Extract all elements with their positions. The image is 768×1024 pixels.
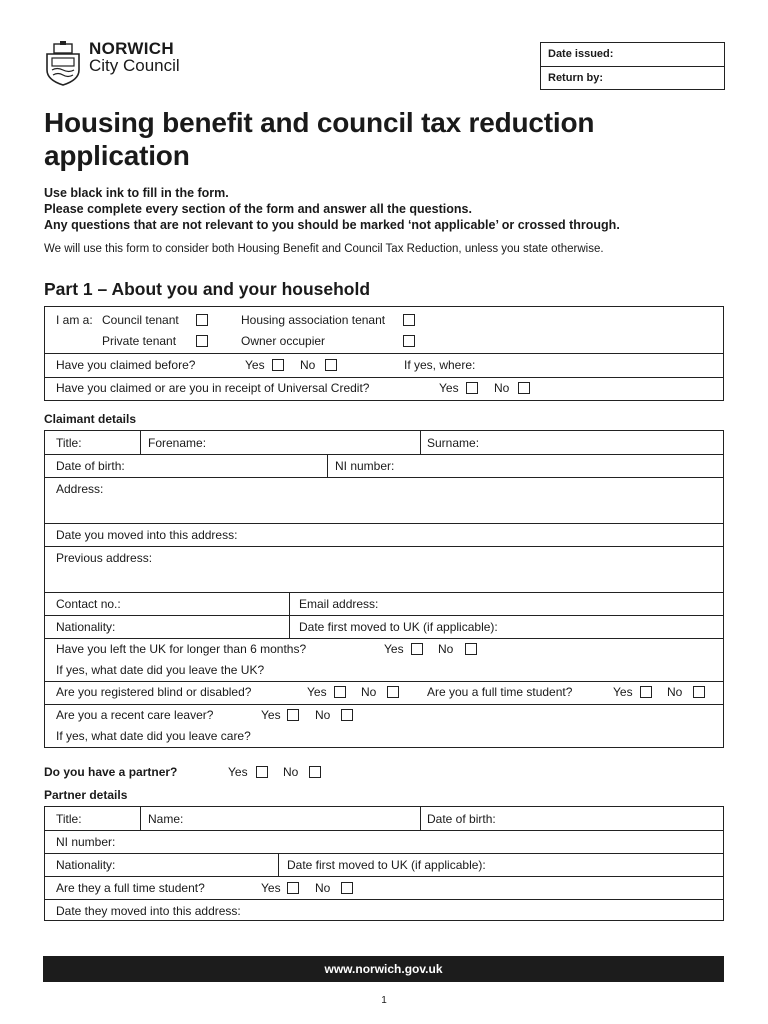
partner-moved-in-field[interactable]: Date they moved into this address: xyxy=(56,904,241,918)
care-leaver-no-checkbox[interactable] xyxy=(341,709,353,721)
if-yes-where-label: If yes, where: xyxy=(404,358,476,372)
left-uk-yes-checkbox[interactable] xyxy=(411,643,423,655)
ni-number-field[interactable]: NI number: xyxy=(335,459,395,473)
claimant-details-heading: Claimant details xyxy=(44,412,137,426)
footer-url[interactable]: www.norwich.gov.uk xyxy=(43,956,724,982)
contact-number-field[interactable]: Contact no.: xyxy=(56,597,121,611)
email-address-field[interactable]: Email address: xyxy=(299,597,379,611)
full-time-student-label: Are you a full time student? xyxy=(427,685,573,699)
date-issued-field[interactable]: Date issued: xyxy=(548,48,614,60)
yes-label: Yes xyxy=(384,642,404,656)
universal-credit-yes-checkbox[interactable] xyxy=(466,382,478,394)
partner-student-yes-checkbox[interactable] xyxy=(287,882,299,894)
instruction-line: Please complete every section of the form and answer all the questions. xyxy=(44,202,472,216)
care-leaver-label: Are you a recent care leaver? xyxy=(56,708,214,722)
date-of-birth-field[interactable]: Date of birth: xyxy=(56,459,125,473)
care-leaver-yes-checkbox[interactable] xyxy=(287,709,299,721)
instructions xyxy=(44,185,744,233)
form-note: We will use this form to consider both Housing Benefit and Council Tax Reduction, unless you state otherwise. xyxy=(44,243,604,255)
no-label: No xyxy=(438,642,454,656)
housing-association-label: Housing association tenant xyxy=(241,313,386,327)
private-tenant-checkbox[interactable] xyxy=(196,335,208,347)
partner-no-checkbox[interactable] xyxy=(309,766,321,778)
no-label: No xyxy=(494,381,510,395)
previous-address-field[interactable]: Previous address: xyxy=(56,551,153,565)
private-tenant-label: Private tenant xyxy=(102,334,177,348)
forename-field[interactable]: Forename: xyxy=(148,436,207,450)
student-yes-checkbox[interactable] xyxy=(640,686,652,698)
no-label: No xyxy=(300,358,316,372)
yes-label: Yes xyxy=(439,381,459,395)
first-moved-uk-field[interactable]: Date first moved to UK (if applicable): xyxy=(299,620,498,634)
left-uk-date-field[interactable]: If yes, what date did you leave the UK? xyxy=(56,663,265,677)
council-tenant-checkbox[interactable] xyxy=(196,314,208,326)
council-name xyxy=(89,40,180,74)
claimed-before-label: Have you claimed before? xyxy=(56,358,196,372)
council-crest-icon xyxy=(43,40,83,86)
council-tenant-label: Council tenant xyxy=(102,313,179,327)
address-field[interactable]: Address: xyxy=(56,482,104,496)
housing-association-checkbox[interactable] xyxy=(403,314,415,326)
partner-student-label: Are they a full time student? xyxy=(56,881,205,895)
title-field[interactable]: Title: xyxy=(56,436,82,450)
yes-label: Yes xyxy=(228,765,248,779)
partner-nationality-field[interactable]: Nationality: xyxy=(56,858,116,872)
partner-first-moved-uk-field[interactable]: Date first moved to UK (if applicable): xyxy=(287,858,486,872)
return-by-field[interactable]: Return by: xyxy=(541,66,724,89)
blind-yes-checkbox[interactable] xyxy=(334,686,346,698)
instruction-line: Any questions that are not relevant to you should be marked ‘not applicable’ or crossed through. xyxy=(44,218,620,232)
yes-label: Yes xyxy=(261,708,281,722)
partner-name-field[interactable]: Name: xyxy=(148,812,184,826)
yes-label: Yes xyxy=(307,685,327,699)
council-name-line1: NORWICH xyxy=(89,39,174,58)
owner-occupier-label: Owner occupier xyxy=(241,334,326,348)
council-logo xyxy=(43,40,180,86)
owner-occupier-checkbox[interactable] xyxy=(403,335,415,347)
partner-details-heading: Partner details xyxy=(44,788,128,802)
partner-yes-checkbox[interactable] xyxy=(256,766,268,778)
form-title: Housing benefit and council tax reduction application xyxy=(44,107,595,171)
no-label: No xyxy=(667,685,683,699)
partner-title-field[interactable]: Title: xyxy=(56,812,82,826)
page-number: 1 xyxy=(381,995,387,1006)
household-section xyxy=(44,306,724,401)
part1-heading: Part 1 – About you and your household xyxy=(44,279,371,299)
yes-label: Yes xyxy=(613,685,633,699)
partner-question xyxy=(44,764,364,782)
student-no-checkbox[interactable] xyxy=(693,686,705,698)
council-name-line2: City Council xyxy=(89,56,180,75)
partner-question-label: Do you have a partner? xyxy=(44,765,178,779)
blind-no-checkbox[interactable] xyxy=(387,686,399,698)
no-label: No xyxy=(315,708,331,722)
claimed-before-no-checkbox[interactable] xyxy=(325,359,337,371)
left-care-date-field[interactable]: If yes, what date did you leave care? xyxy=(56,729,251,743)
yes-label: Yes xyxy=(245,358,265,372)
moved-in-date-field[interactable]: Date you moved into this address: xyxy=(56,528,238,542)
partner-student-no-checkbox[interactable] xyxy=(341,882,353,894)
surname-field[interactable]: Surname: xyxy=(427,436,480,450)
yes-label: Yes xyxy=(261,881,281,895)
left-uk-no-checkbox[interactable] xyxy=(465,643,477,655)
claimed-before-yes-checkbox[interactable] xyxy=(272,359,284,371)
left-uk-label: Have you left the UK for longer than 6 months? xyxy=(56,642,307,656)
partner-dob-field[interactable]: Date of birth: xyxy=(427,812,496,826)
no-label: No xyxy=(315,881,331,895)
no-label: No xyxy=(283,765,299,779)
partner-ni-field[interactable]: NI number: xyxy=(56,835,116,849)
claimant-details-section xyxy=(44,430,724,748)
partner-details-section xyxy=(44,806,724,921)
office-use-date-box xyxy=(540,42,725,90)
universal-credit-label: Have you claimed or are you in receipt of Universal Credit? xyxy=(56,381,370,395)
nationality-field[interactable]: Nationality: xyxy=(56,620,116,634)
no-label: No xyxy=(361,685,377,699)
i-am-a-label: I am a: xyxy=(56,313,93,327)
blind-disabled-label: Are you registered blind or disabled? xyxy=(56,685,252,699)
instruction-line: Use black ink to fill in the form. xyxy=(44,186,229,200)
universal-credit-no-checkbox[interactable] xyxy=(518,382,530,394)
